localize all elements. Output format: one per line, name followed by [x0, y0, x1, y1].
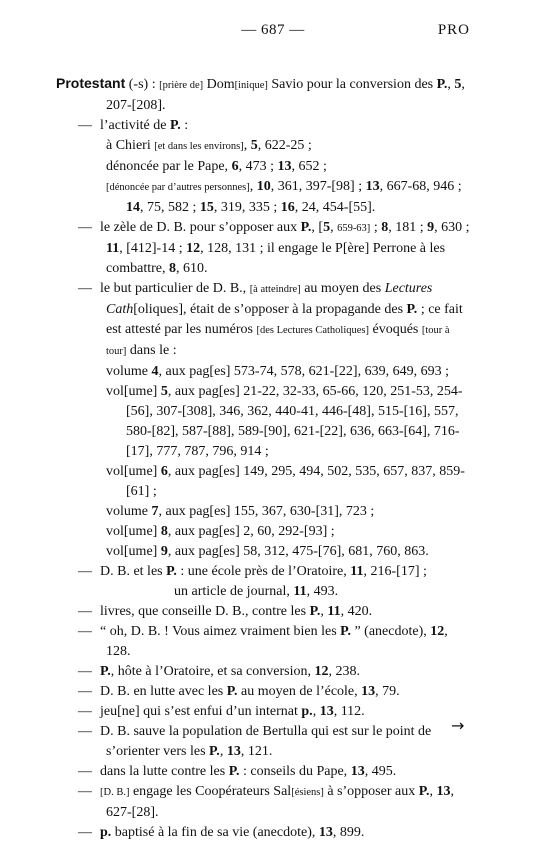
entry-text: 13	[277, 159, 292, 174]
entry-text: , 207-[208].	[106, 77, 465, 113]
entry-text: 8	[381, 220, 389, 235]
index-subentry	[56, 116, 471, 136]
index-subentry	[56, 462, 471, 502]
entry-text: ,	[243, 138, 251, 153]
entry-text: P.	[436, 77, 448, 92]
entry-text: le zèle de D. B. pour s’opposer aux	[100, 220, 301, 235]
entry-text: 12	[314, 664, 329, 679]
index-subentry	[56, 136, 471, 157]
entry-text: un article de journal,	[174, 584, 294, 599]
entry-text: , 121.	[240, 744, 273, 759]
entry-dash: —	[78, 118, 92, 133]
entry-text: D. B. et les	[100, 564, 167, 579]
entry-text: p.	[301, 704, 313, 719]
entry-text: P.	[226, 684, 238, 699]
entry-text: , aux pag[es] 58, 312, 475-[76], 681, 760, 863.	[167, 544, 429, 559]
entry-text: Savio pour la conversion des	[267, 77, 437, 92]
entry-text: P.	[406, 302, 418, 317]
entry-text: , 319, 335 ;	[213, 200, 281, 215]
entry-dash: —	[78, 704, 92, 719]
entry-text: , hôte à l’Oratoire, et sa conversion,	[110, 664, 315, 679]
page-header	[0, 22, 546, 46]
entry-text: à s’opposer aux	[323, 784, 419, 799]
entry-text: , 79.	[375, 684, 400, 699]
entry-text: , 630 ;	[434, 220, 470, 235]
entry-text: volume	[106, 504, 152, 519]
entry-text: , 667-68, 946 ;	[379, 179, 462, 194]
entry-text: ” (anecdote),	[350, 624, 431, 639]
index-subentry	[56, 362, 471, 382]
entry-text: 13	[319, 704, 334, 719]
entry-text: D. B. en lutte avec les	[100, 684, 227, 699]
entry-text: [prière de]	[159, 80, 204, 91]
entry-text: :	[180, 118, 189, 133]
entry-text: 9	[427, 220, 435, 235]
continue-arrow-icon: →	[451, 716, 465, 735]
entry-text: baptisé à la fin de sa vie (anecdote),	[111, 825, 319, 840]
entry-text: 5	[454, 77, 462, 92]
index-subentry	[56, 157, 471, 177]
entry-dash: —	[78, 564, 92, 579]
entry-text: , 420.	[340, 604, 373, 619]
entry-text: P.	[100, 664, 111, 679]
entry-text: [D. B.]	[100, 787, 130, 798]
entry-text: [des Lectures Catholiques]	[256, 325, 369, 336]
entry-text: ,	[219, 744, 227, 759]
entry-text: 13	[226, 744, 241, 759]
entry-text: 13	[318, 825, 333, 840]
entry-text: engage les Coopérateurs Sal	[129, 784, 292, 799]
entry-text: , 473 ;	[238, 159, 278, 174]
entry-text: 5	[323, 220, 331, 235]
entry-text: P.	[309, 604, 321, 619]
entry-text: 16	[280, 200, 295, 215]
entry-text: -s	[133, 77, 144, 92]
entry-text: vol[ume]	[106, 544, 161, 559]
entry-text: : conseils du Pape,	[239, 764, 351, 779]
entry-text: P.	[166, 564, 177, 579]
entry-text: livres, que conseille D. B., contre les	[100, 604, 310, 619]
entry-text: dans la lutte contre les	[100, 764, 229, 779]
entry-text: , 622-25 ;	[257, 138, 312, 153]
entry-text: 5	[160, 384, 168, 399]
entry-text: Protestant	[56, 75, 126, 91]
entry-text: [dénoncée par d’autres personnes]	[106, 182, 250, 193]
entry-text: P.	[300, 220, 312, 235]
entry-text: 11	[327, 604, 341, 619]
index-subentry	[56, 502, 471, 522]
entry-text: , aux pag[es] 573-74, 578, 621-[22], 639, 649, 693 ;	[158, 364, 449, 379]
index-entry-head	[56, 73, 471, 116]
entry-text: , 493.	[306, 584, 339, 599]
page-number: — 687 —	[241, 22, 305, 38]
entry-text: , 128, 131 ; il engage le P[ère] Perrone à les combattre,	[106, 241, 446, 276]
entry-text: ,	[312, 704, 320, 719]
entry-text: , 24, 454-[55].	[294, 200, 376, 215]
index-subentry	[56, 582, 471, 602]
entry-text: au moyen de l’école,	[237, 684, 362, 699]
entry-text: P.	[169, 118, 181, 133]
entry-text: P.	[340, 624, 351, 639]
entry-text: , aux pag[es] 155, 367, 630-[31], 723 ;	[158, 504, 375, 519]
running-head: PRO	[437, 22, 470, 38]
entry-text: , 610.	[175, 261, 208, 276]
index-subentry	[56, 218, 471, 279]
entry-text: 13	[436, 784, 451, 799]
entry-text: 11	[350, 564, 364, 579]
entry-text: [oliques]	[133, 302, 183, 317]
entry-text: , aux pag[es] 149, 295, 494, 502, 535, 657, 837, 859-[61] ;	[126, 464, 465, 499]
entry-text: 7	[151, 504, 159, 519]
entry-text: , était de s’opposer à la propagande des	[183, 302, 407, 317]
entry-text: , 627-[28].	[106, 784, 455, 820]
entry-text: 12	[186, 241, 201, 256]
entry-text: ;	[370, 220, 382, 235]
entry-text: [tour à tour]	[106, 325, 450, 357]
entry-text: , 216-[17] ;	[363, 564, 427, 579]
entry-text: 13	[365, 179, 380, 194]
entry-text: 6	[160, 464, 168, 479]
entry-text: vol[ume]	[106, 384, 161, 399]
entry-text: 5	[250, 138, 258, 153]
entry-dash: —	[78, 724, 92, 739]
index-subentry	[56, 279, 471, 362]
entry-text: (	[125, 77, 134, 92]
index-subentry	[56, 522, 471, 542]
entry-text: 13	[350, 764, 365, 779]
index-subentry	[56, 823, 471, 843]
index-subentry	[56, 762, 471, 782]
entry-dash: —	[78, 220, 92, 235]
entry-text: 8	[160, 524, 168, 539]
entry-text: 14	[126, 200, 140, 215]
index-subentry	[56, 702, 471, 722]
entry-text: 4	[151, 364, 159, 379]
entry-text: [inique]	[234, 80, 268, 91]
index-subentry	[56, 177, 471, 218]
entry-text: , 75, 582 ;	[140, 200, 200, 215]
entry-dash: —	[78, 281, 92, 296]
index-subentry	[56, 562, 471, 582]
entry-text: , 238.	[328, 664, 360, 679]
entry-text: ,	[320, 604, 328, 619]
entry-text: D. B. sauve la population de Bertulla qui est sur le point de s’orienter vers les	[100, 724, 432, 759]
entry-text: 10	[256, 179, 271, 194]
entry-text: ,	[447, 77, 455, 92]
entry-text: ; ce fait est attesté par les numéros	[106, 302, 463, 337]
entry-dash: —	[78, 664, 92, 679]
index-subentry	[56, 782, 471, 823]
index-body	[56, 73, 471, 843]
entry-text: 8	[168, 261, 176, 276]
entry-dash: —	[78, 825, 92, 840]
entry-text: [à atteindre]	[249, 284, 301, 295]
entry-dash: —	[78, 624, 92, 639]
entry-dash: —	[78, 764, 92, 779]
entry-text: , [412]-14 ;	[119, 241, 187, 256]
index-subentry	[56, 722, 471, 762]
entry-text: 659-63]	[337, 223, 371, 234]
index-subentry	[56, 682, 471, 702]
entry-text: le but particulier de D. B.,	[100, 281, 250, 296]
entry-text: 9	[160, 544, 168, 559]
entry-text: évoqués	[369, 322, 422, 337]
index-subentry	[56, 542, 471, 562]
entry-text: 12	[430, 624, 445, 639]
entry-text: au moyen des	[300, 281, 385, 296]
entry-text: 11	[106, 241, 120, 256]
entry-text: Lectures Cath	[106, 281, 433, 317]
index-subentry	[56, 602, 471, 622]
entry-text: dénoncée par le Pape,	[106, 159, 232, 174]
entry-text: ) :	[143, 77, 160, 92]
entry-text: , aux pag[es] 21-22, 32-33, 65-66, 120, 251-53, 254-[56], 307-[308], 346, 362, 440-41, 446-[48], 515-[16], 557, 580-[82], 587-[88], 589-[90], 621-[22], 636, 663-[64], 716-[17], 777, 787, 796, 914 ;	[126, 384, 463, 459]
entry-text: ,	[330, 220, 338, 235]
entry-text: , 361, 397-[98] ;	[270, 179, 366, 194]
entry-text: , 899.	[332, 825, 365, 840]
index-subentry	[56, 382, 471, 462]
entry-text: volume	[106, 364, 152, 379]
entry-text: [ésiens]	[291, 787, 324, 798]
entry-text: dans le :	[126, 343, 177, 358]
entry-dash: —	[78, 784, 92, 799]
entry-text: , 652 ;	[291, 159, 327, 174]
entry-text: l’activité de	[100, 118, 170, 133]
entry-text: , 112.	[333, 704, 365, 719]
entry-text: ,	[249, 179, 257, 194]
entry-text: jeu[ne] qui s’est enfui d’un internat	[100, 704, 302, 719]
entry-text: vol[ume]	[106, 524, 161, 539]
entry-text: 11	[293, 584, 307, 599]
entry-text: , aux pag[es] 2, 60, 292-[93] ;	[167, 524, 335, 539]
entry-text: 6	[231, 159, 239, 174]
entry-text: à Chieri	[106, 138, 155, 153]
entry-dash: —	[78, 604, 92, 619]
entry-text: P.	[209, 744, 220, 759]
index-subentry	[56, 622, 471, 662]
entry-text: Dom	[203, 77, 235, 92]
entry-text: p.	[100, 825, 112, 840]
entry-text: ,	[429, 784, 437, 799]
index-subentry	[56, 662, 471, 682]
entry-text: : une école près de l’Oratoire,	[176, 564, 351, 579]
entry-text: , 128.	[106, 624, 448, 659]
entry-text: 13	[361, 684, 376, 699]
entry-text: , 495.	[364, 764, 397, 779]
entry-text: [et dans les environs]	[154, 141, 244, 152]
entry-text: vol[ume]	[106, 464, 161, 479]
entry-text: “ oh, D. B. ! Vous aimez vraiment bien les	[100, 624, 341, 639]
entry-text: , 181 ;	[388, 220, 428, 235]
entry-text: P.	[418, 784, 430, 799]
entry-dash: —	[78, 684, 92, 699]
entry-text: , [	[311, 220, 324, 235]
entry-text: P.	[228, 764, 240, 779]
entry-text: 15	[199, 200, 214, 215]
